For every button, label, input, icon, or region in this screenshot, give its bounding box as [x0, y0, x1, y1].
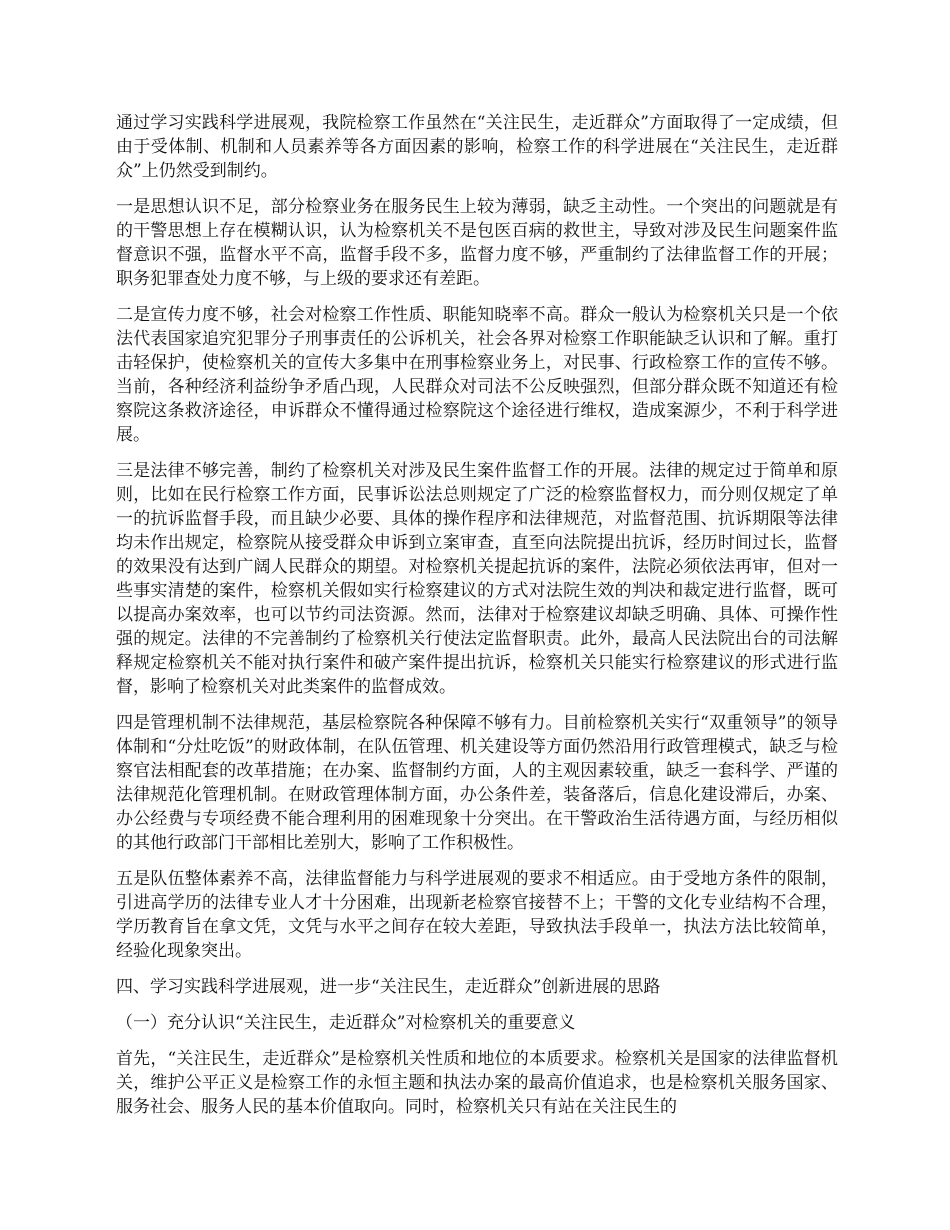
paragraph-point-two: 二是宣传力度不够，社会对检察工作性质、职能知晓率不高。群众一般认为检察机关只是一个依法代表国家追究犯罪分子刑事责任的公诉机关，社会各界对检察工作职能缺乏认识和了解。重打击轻保护，使检察机关的宣传大多集中在刑事检察业务上，对民事、行政检察工作的宣传不够。当前，各种经济利益纷争矛盾凸现，人民群众对司法不公反映强烈，但部分群众既不知道还有检察院这条救济途径，申诉群众不懂得通过检察院这个途径进行维权，造成案源少，不利于科学进展。	[116, 305, 838, 445]
paragraph-intro: 通过学习实践科学进展观，我院检察工作虽然在“关注民生，走近群众”方面取得了一定成绩，但由于受体制、机制和人员素养等各方面因素的影响，检察工作的科学进展在“关注民生，走近群众”上仍然受到制约。	[116, 113, 838, 181]
paragraph-first-point: 首先，“关注民生，走近群众”是检察机关性质和地位的本质要求。检察机关是国家的法律监督机关，维护公平正义是检察工作的永恒主题和执法办案的最高价值追求，也是检察机关服务国家、服务社会、服务人民的基本价值取向。同时，检察机关只有站在关注民生的	[116, 1049, 838, 1117]
paragraph-point-five: 五是队伍整体素养不高，法律监督能力与科学进展观的要求不相适应。由于受地方条件的限制，引进高学历的法律专业人才十分困难，出现新老检察官接替不上；干警的文化专业结构不合理，学历教育旨在拿文凭，文凭与水平之间存在较大差距，导致执法手段单一，执法方法比较简单，经验化现象突出。	[116, 869, 838, 961]
document-body	[116, 111, 838, 1131]
paragraph-point-four: 四是管理机制不法律规范，基层检察院各种保障不够有力。目前检察机关实行“双重领导”的领导体制和“分灶吃饭”的财政体制，在队伍管理、机关建设等方面仍然沿用行政管理模式，缺乏与检察官法相配套的改革措施；在办案、监督制约方面，人的主观因素较重，缺乏一套科学、严谨的法律规范化管理机制。在财政管理体制方面，办公条件差，装备落后，信息化建设滞后，办案、办公经费与专项经费不能合理利用的困难现象十分突出。在干警政治生活待遇方面，与经历相似的其他行政部门干部相比差别大，影响了工作积极性。	[116, 713, 838, 853]
paragraph-point-one: 一是思想认识不足，部分检察业务在服务民生上较为薄弱，缺乏主动性。一个突出的问题就是有的干警思想上存在模糊认识，认为检察机关不是包医百病的救世主，导致对涉及民生问题案件监督意识不强，监督水平不高，监督手段不多，监督力度不够，严重制约了法律监督工作的开展；职务犯罪查处力度不够，与上级的要求还有差距。	[116, 197, 838, 289]
section-heading: 四、学习实践科学进展观，进一步“关注民生，走近群众”创新进展的思路	[116, 977, 661, 997]
paragraph-point-three: 三是法律不够完善，制约了检察机关对涉及民生案件监督工作的开展。法律的规定过于简单和原则，比如在民行检察工作方面，民事诉讼法总则规定了广泛的检察监督权力，而分则仅规定了单一的抗诉监督手段，而且缺少必要、具体的操作程序和法律规范，对监督范围、抗诉期限等法律均未作出规定，检察院从接受群众申诉到立案审查，直至向法院提出抗诉，经历时间过长，监督的效果没有达到广阔人民群众的期望。对检察机关提起抗诉的案件，法院必须依法再审，但对一些事实清楚的案件，检察机关假如实行检察建议的方式对法院生效的判决和裁定进行监督，既可以提高办案效率，也可以节约司法资源。然而，法律对于检察建议却缺乏明确、具体、可操作性强的规定。法律的不完善制约了检察机关行使法定监督职责。此外，最高人民法院出台的司法解释规定检察机关不能对执行案件和破产案件提出抗诉，检察机关只能实行检察建议的形式进行监督，影响了检察机关对此类案件的监督成效。	[116, 461, 838, 697]
subsection-heading: （一）充分认识“关注民生，走近群众”对检察机关的重要意义	[116, 1013, 576, 1033]
